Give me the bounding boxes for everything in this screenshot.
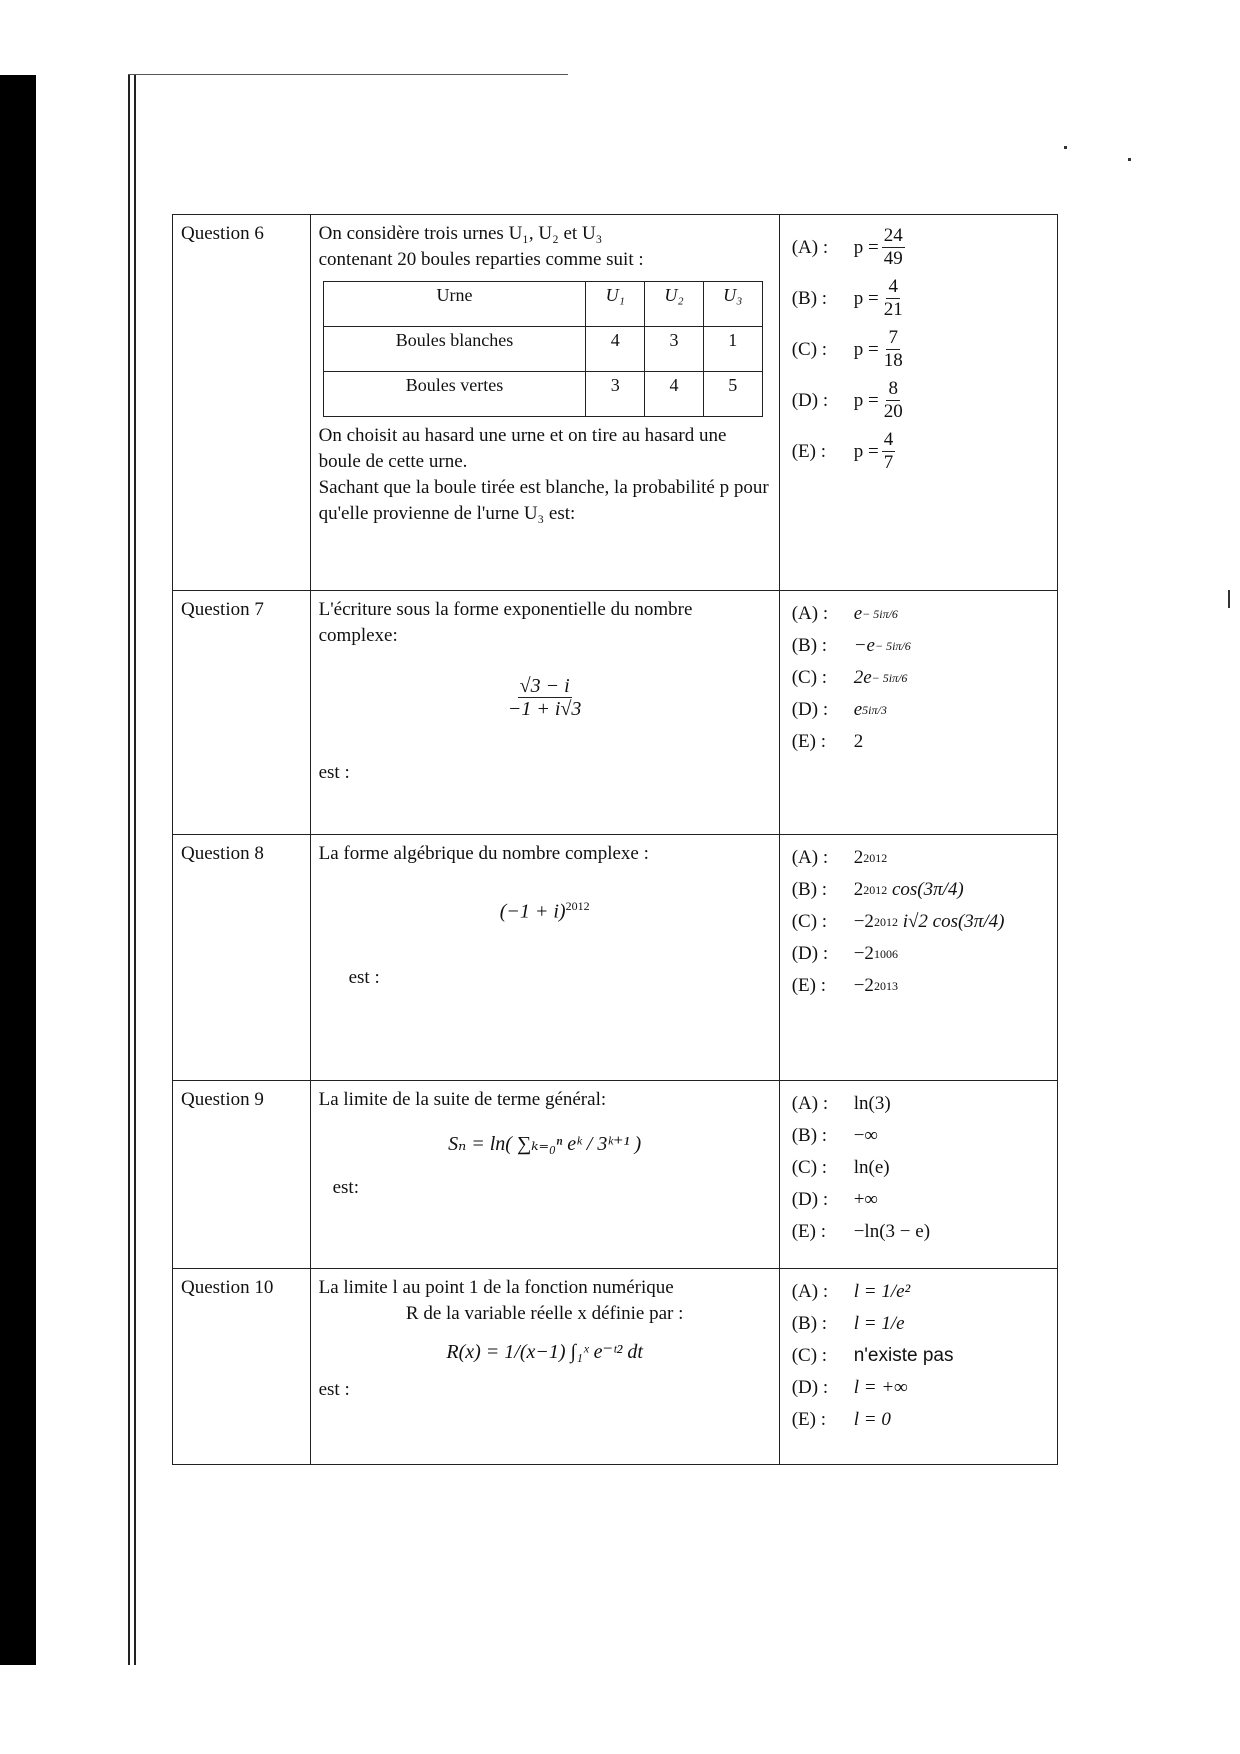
urn-cell: 3 xyxy=(645,327,704,372)
question-body xyxy=(310,215,779,591)
answer-base: −e xyxy=(853,635,875,656)
answer-choice[interactable] xyxy=(792,1407,1049,1433)
answer-exponent: − 5iπ/6 xyxy=(871,671,908,685)
fraction-denominator: −1 + i√3 xyxy=(507,698,582,720)
answer-value: −2 xyxy=(853,911,874,932)
urn-cell: 4 xyxy=(645,372,704,417)
urn-header-cell: U₁ xyxy=(586,282,645,327)
answer-value: l = +∞ xyxy=(853,1377,908,1398)
question-row xyxy=(173,1081,1058,1269)
math-expression: Sₙ = ln( ∑ₖ₌₀ⁿ eᵏ / 3ᵏ⁺¹ ) xyxy=(448,1133,642,1155)
question-body xyxy=(310,1269,779,1465)
answer-list xyxy=(779,215,1057,591)
answer-label: (E) : xyxy=(791,1409,827,1430)
question-row xyxy=(173,215,1058,591)
urn-cell: 1 xyxy=(703,327,762,372)
urn-table xyxy=(323,281,763,417)
answer-choice[interactable] xyxy=(792,973,1049,999)
scan-left-border xyxy=(0,75,36,1665)
expression-exponent: 2012 xyxy=(565,899,590,913)
scan-speck xyxy=(1228,590,1230,608)
answer-list xyxy=(779,591,1057,835)
answer-list xyxy=(779,835,1057,1081)
answer-prefix: p = xyxy=(853,236,879,258)
answer-exponent: 2012 xyxy=(873,915,898,929)
answer-label: (A) : xyxy=(791,1281,829,1302)
expression-fraction xyxy=(506,675,584,720)
question-text: La limite l au point 1 de la fonction numérique xyxy=(318,1277,674,1298)
fraction-numerator: 4 xyxy=(883,429,894,450)
answer-prefix: p = xyxy=(853,389,879,411)
answer-value: 2 xyxy=(853,879,864,900)
answer-choice[interactable] xyxy=(792,1219,1049,1245)
answer-choice[interactable] xyxy=(792,877,1049,903)
answer-label: (E) : xyxy=(791,440,827,462)
question-text: On considère trois urnes U₁, U₂ et U₃ xyxy=(318,223,603,244)
answer-label: (E) : xyxy=(791,975,827,996)
answer-exponent: 2012 xyxy=(863,851,888,865)
answer-label: (B) : xyxy=(791,635,828,656)
answer-choice[interactable] xyxy=(792,601,1049,627)
margin-line-1 xyxy=(128,75,130,1665)
question-label: Question 9 xyxy=(173,1081,311,1269)
math-expression xyxy=(319,675,771,720)
question-text: La limite de la suite de terme général: xyxy=(318,1089,607,1110)
fraction-numerator: 7 xyxy=(888,327,898,348)
answer-fraction xyxy=(882,327,905,372)
answer-fraction xyxy=(882,225,905,270)
questions-table xyxy=(172,214,1058,1465)
answer-exponent: − 5iπ/6 xyxy=(862,607,898,621)
urn-row xyxy=(323,327,762,372)
answer-label: (A) : xyxy=(791,847,829,868)
answer-value: ln(e) xyxy=(853,1157,890,1178)
scan-speck xyxy=(1064,146,1067,149)
answer-choice[interactable] xyxy=(792,429,1049,474)
urn-row-label: Boules blanches xyxy=(323,327,586,372)
answer-label: (C) : xyxy=(791,911,828,932)
question-label: Question 10 xyxy=(173,1269,311,1465)
answer-choice[interactable] xyxy=(792,909,1049,935)
answer-exponent: 5iπ/3 xyxy=(862,703,887,717)
urn-cell: 4 xyxy=(586,327,645,372)
answer-label: (D) : xyxy=(791,389,829,411)
top-rule xyxy=(128,74,568,75)
answer-list xyxy=(779,1081,1057,1269)
answer-choice[interactable] xyxy=(792,941,1049,967)
answer-choice[interactable] xyxy=(792,665,1049,691)
answer-choice[interactable] xyxy=(792,729,1049,755)
answer-label: (C) : xyxy=(791,1345,828,1366)
answer-base: e xyxy=(853,603,863,624)
answer-label: (D) : xyxy=(791,943,829,964)
answer-choice[interactable] xyxy=(792,1155,1049,1181)
question-text: L'écriture sous la forme exponentielle du nombre complexe: xyxy=(318,599,693,646)
question-est: est : xyxy=(318,762,350,783)
answer-choice[interactable] xyxy=(792,1187,1049,1213)
question-text: R de la variable réelle x définie par : xyxy=(405,1303,684,1324)
answer-choice[interactable] xyxy=(792,1375,1049,1401)
question-label: Question 7 xyxy=(173,591,311,835)
answer-tail: cos(3π/4) xyxy=(891,879,964,900)
answer-base: 2e xyxy=(853,667,872,688)
answer-label: (D) : xyxy=(791,1189,829,1210)
answer-label: (E) : xyxy=(791,1221,827,1242)
answer-choice[interactable] xyxy=(792,1311,1049,1337)
answer-fraction xyxy=(882,378,905,423)
question-body xyxy=(310,835,779,1081)
answer-fraction xyxy=(882,276,905,321)
answer-fraction xyxy=(882,429,896,474)
answer-value: n'existe pas xyxy=(853,1345,954,1366)
answer-exponent: 2012 xyxy=(863,883,888,897)
question-text: Sachant que la boule tirée est blanche, la probabilité p pour qu'elle provienne de l'urne U₃ est: xyxy=(318,477,769,524)
answer-value: +∞ xyxy=(853,1189,878,1210)
answer-choice[interactable] xyxy=(792,327,1049,372)
answer-label: (B) : xyxy=(791,879,828,900)
urn-header-cell: Urne xyxy=(323,282,586,327)
answer-value: l = 0 xyxy=(853,1409,891,1430)
answer-base: 2 xyxy=(853,731,864,752)
fraction-numerator: 24 xyxy=(883,225,903,246)
answer-label: (A) : xyxy=(791,236,829,258)
urn-header-row xyxy=(323,282,762,327)
fraction-denominator: 18 xyxy=(883,350,903,371)
answer-label: (D) : xyxy=(791,1377,829,1398)
answer-value: −2 xyxy=(853,943,874,964)
answer-exponent: 1006 xyxy=(873,947,898,961)
urn-header-cell: U₃ xyxy=(703,282,762,327)
answer-label: (B) : xyxy=(791,1125,828,1146)
answer-choice[interactable] xyxy=(792,1091,1049,1117)
scan-speck xyxy=(1128,158,1131,161)
urn-header-cell: U₂ xyxy=(645,282,704,327)
answer-value: ln(3) xyxy=(853,1093,891,1114)
margin-line-2 xyxy=(134,75,136,1665)
answer-value: −∞ xyxy=(853,1125,878,1146)
answer-list xyxy=(779,1269,1057,1465)
answer-label: (E) : xyxy=(791,731,827,752)
answer-tail: i√2 cos(3π/4) xyxy=(902,911,1005,932)
answer-choice[interactable] xyxy=(792,845,1049,871)
question-est: est : xyxy=(348,966,380,988)
urn-cell: 5 xyxy=(703,372,762,417)
math-expression xyxy=(319,893,771,925)
fraction-denominator: 49 xyxy=(883,248,903,269)
fraction-denominator: 21 xyxy=(883,299,903,320)
answer-value: 2 xyxy=(853,847,864,868)
urn-row xyxy=(323,372,762,417)
answer-prefix: p = xyxy=(853,338,879,360)
expression-base: (−1 + i) xyxy=(499,900,566,923)
answer-choice[interactable] xyxy=(792,1123,1049,1149)
question-body xyxy=(310,1081,779,1269)
question-est: est : xyxy=(318,1379,350,1400)
fraction-numerator: √3 − i xyxy=(519,675,570,697)
answer-label: (A) : xyxy=(791,603,829,624)
question-body xyxy=(310,591,779,835)
question-label: Question 8 xyxy=(173,835,311,1081)
answer-choice[interactable] xyxy=(792,276,1049,321)
fraction-numerator: 8 xyxy=(888,378,898,399)
answer-label: (C) : xyxy=(791,1157,828,1178)
math-expression: R(x) = 1/(x−1) ∫₁ˣ e⁻ᵗ² dt xyxy=(446,1341,643,1363)
answer-label: (C) : xyxy=(791,667,828,688)
answer-label: (D) : xyxy=(791,699,829,720)
answer-choice[interactable] xyxy=(792,633,1049,659)
urn-cell: 3 xyxy=(586,372,645,417)
answer-label: (C) : xyxy=(791,338,828,360)
urn-row-label: Boules vertes xyxy=(323,372,586,417)
answer-choice[interactable] xyxy=(792,378,1049,423)
question-row xyxy=(173,591,1058,835)
answer-base: e xyxy=(853,699,863,720)
question-text: contenant 20 boules reparties comme suit : xyxy=(318,249,644,270)
answer-exponent: − 5iπ/6 xyxy=(874,639,911,653)
fraction-denominator: 20 xyxy=(883,401,903,422)
answer-choice[interactable] xyxy=(792,225,1049,270)
question-text: On choisit au hasard une urne et on tire au hasard une boule de cette urne. xyxy=(318,425,727,472)
question-label: Question 6 xyxy=(173,215,311,591)
question-row xyxy=(173,835,1058,1081)
answer-exponent: 2013 xyxy=(873,979,898,993)
answer-label: (B) : xyxy=(791,1313,828,1334)
answer-value: l = 1/e xyxy=(853,1313,905,1334)
fraction-numerator: 4 xyxy=(888,276,898,297)
question-text: La forme algébrique du nombre complexe : xyxy=(318,843,649,864)
answer-choice[interactable] xyxy=(792,1343,1049,1369)
answer-prefix: p = xyxy=(853,440,879,462)
answer-value: −2 xyxy=(853,975,874,996)
answer-value: −ln(3 − e) xyxy=(853,1221,931,1242)
answer-choice[interactable] xyxy=(792,1279,1049,1305)
answer-label: (B) : xyxy=(791,287,828,309)
answer-value: l = 1/e² xyxy=(853,1281,911,1302)
answer-label: (A) : xyxy=(791,1093,829,1114)
question-est: est: xyxy=(332,1177,359,1198)
fraction-denominator: 7 xyxy=(883,452,894,473)
answer-prefix: p = xyxy=(853,287,879,309)
answer-choice[interactable] xyxy=(792,697,1049,723)
question-row xyxy=(173,1269,1058,1465)
